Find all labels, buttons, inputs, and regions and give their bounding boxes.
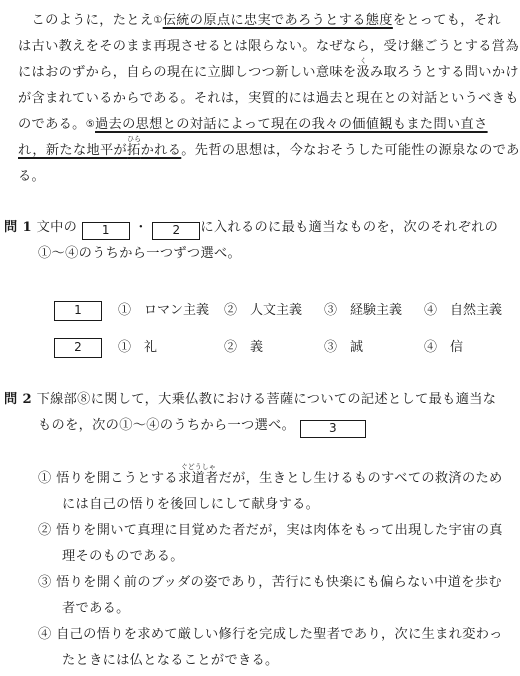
passage-line-1: [18, 13, 501, 29]
ruby-reading: ぐどうしゃ: [180, 463, 216, 471]
passage-text: をとっても，それ: [392, 13, 501, 28]
underlined-passage: 過去の思想との対話によって現在の我々の価値観もまた問い直さ: [95, 117, 488, 132]
ruby-base: 拓: [127, 143, 141, 158]
question-2-line-1: [4, 392, 496, 408]
ruby-word: [177, 463, 219, 487]
choice-1-1[interactable]: ① ロマン主義: [118, 303, 210, 318]
q2-choice-3-line-1[interactable]: [38, 575, 502, 591]
choice-number: ③: [38, 575, 52, 590]
underlined-passage: かれる: [140, 143, 182, 158]
answer-box-2: 2: [54, 338, 102, 358]
choice-1-4[interactable]: ④ 自然主義: [424, 303, 503, 318]
q2-choice-1-line-1[interactable]: [38, 463, 503, 487]
question-2-label: 問 2: [4, 392, 33, 407]
underline-marker: ⑤: [85, 119, 96, 130]
question-text: 文中の: [36, 220, 78, 235]
choice-text: だが，生きとし生けるものすべての救済のため: [218, 471, 503, 486]
q2-choice-4-line-2: たときには仏となることができる。: [62, 653, 279, 668]
answer-row-2: [54, 338, 504, 358]
ruby-reading: ひら: [127, 135, 142, 143]
ruby-base: 求道者: [177, 471, 219, 486]
passage-line-4: が含まれているからである。それは，実質的には過去と現在との対話というべきも: [18, 91, 519, 106]
passage-text: み取ろうとする問いかけ: [369, 65, 519, 80]
choice-text: 悟りを開く前のブッダの姿であり，苦行にも快楽にも偏らない中道を歩む: [56, 575, 502, 590]
choice-1-2[interactable]: ② 人文主義: [224, 303, 303, 318]
answer-box-1: 1: [54, 301, 102, 321]
question-2-line-2: [38, 418, 366, 438]
blank-2[interactable]: 2: [152, 222, 200, 240]
ruby-word: [127, 135, 142, 159]
blank-3[interactable]: 3: [300, 420, 366, 438]
choice-text: 悟りを開いて真理に目覚めた者だが，実は肉体をもって出現した宇宙の真: [56, 523, 503, 538]
choice-1-3[interactable]: ③ 経験主義: [324, 303, 403, 318]
choice-2-4[interactable]: ④ 信: [424, 340, 464, 355]
choice-number: ②: [38, 523, 52, 538]
blank-1[interactable]: 1: [82, 222, 130, 240]
q2-choice-2-line-2: 理そのものである。: [62, 549, 184, 564]
passage-line-5: [18, 117, 488, 133]
question-1-label: 問 1: [4, 220, 33, 235]
choice-2-2[interactable]: ② 義: [224, 340, 264, 355]
q2-choice-1-line-2: には自己の悟りを後回しにして献身する。: [62, 497, 320, 512]
choice-2-1[interactable]: ① 礼: [118, 340, 158, 355]
ruby-reading: く: [359, 57, 367, 65]
passage-text: にはおのずから，自らの現在に立脚しつつ新しい意味を: [18, 65, 357, 80]
choice-text: 悟りを開こうとする: [56, 471, 178, 486]
question-text: に入れるのに最も適当なものを，次のそれぞれの: [200, 220, 499, 235]
ruby-word: [356, 57, 370, 81]
q2-choice-3-line-2: 者である。: [62, 601, 130, 616]
passage-line-6: [18, 135, 520, 159]
passage-line-7: る。: [18, 169, 46, 184]
answer-row-1: [54, 301, 504, 321]
ruby-base: 汲: [356, 65, 370, 80]
question-text: ものを，次の①～④のうちから一つ選べ。: [38, 418, 296, 433]
passage-text: のである。: [18, 117, 86, 132]
question-1-line-2: ①～④のうちから一つずつ選べ。: [38, 246, 242, 261]
passage-line-2: は古い教えをそのまま再現させるとは限らない。なぜなら，受け継ごうとする営為: [18, 39, 519, 54]
question-1-line-1: [4, 220, 498, 240]
separator: ・: [134, 220, 148, 235]
choice-number: ④: [38, 627, 52, 642]
question-text: 下線部⑧に関して，大乗仏教における菩薩についての記述として最も適当な: [36, 392, 497, 407]
choice-text: 自己の悟りを求めて厳しい修行を完成した聖者であり，次に生まれ変わっ: [56, 627, 503, 642]
passage-line-3: [18, 57, 519, 81]
passage-text: このように，たとえ: [18, 13, 154, 28]
choice-number: ①: [38, 471, 52, 486]
choice-2-3[interactable]: ③ 誠: [324, 340, 364, 355]
underlined-passage: れ，新たな地平が: [18, 143, 128, 158]
q2-choice-2-line-1[interactable]: [38, 523, 503, 539]
passage-text: 。先哲の思想は，今なおそうした可能性の源泉なのであ: [181, 143, 520, 158]
q2-choice-4-line-1[interactable]: [38, 627, 503, 643]
underlined-passage: 伝統の原点に忠実であろうとする態度: [162, 13, 393, 28]
underline-marker: ①: [153, 15, 163, 26]
